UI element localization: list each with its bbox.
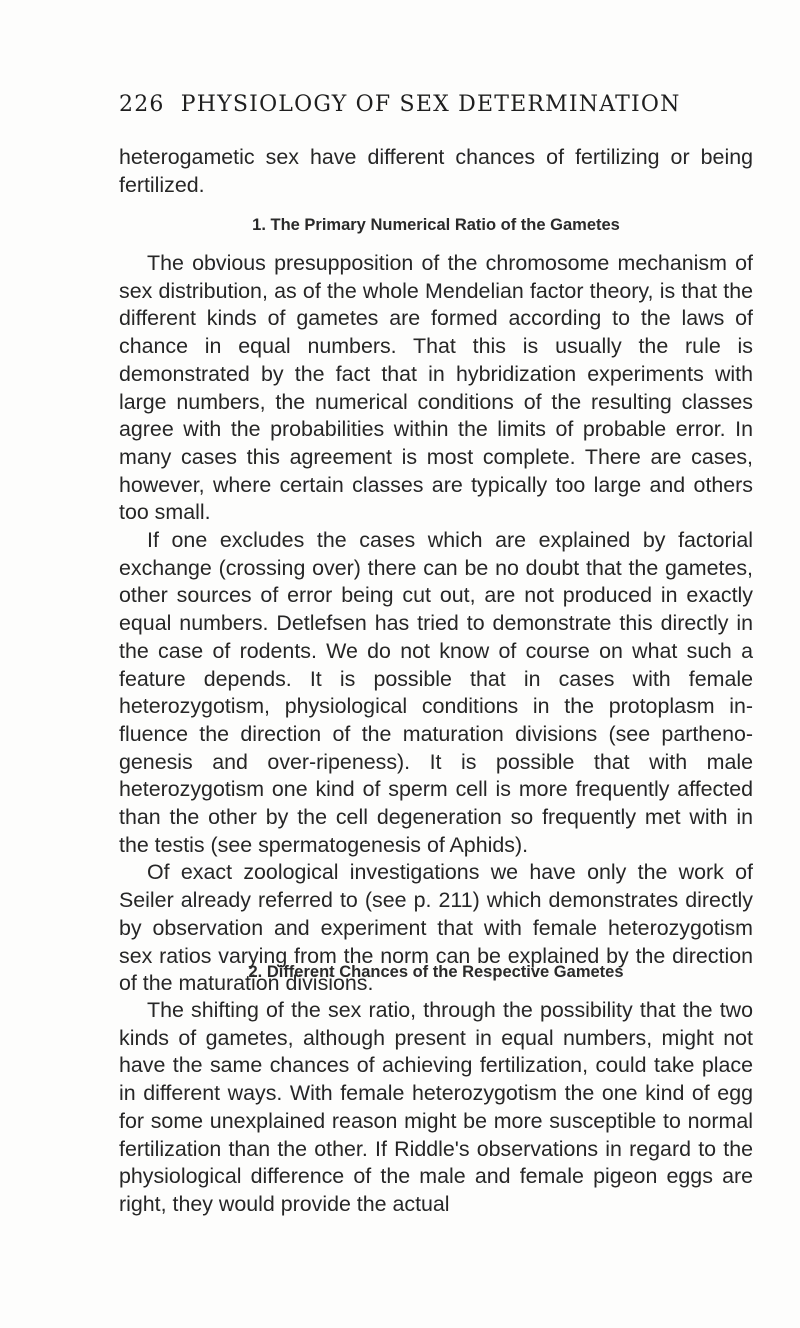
section-1-body <box>119 250 753 998</box>
page-number: 226 <box>119 92 165 117</box>
section-2-paragraph-1: The shifting of the sex ratio, through the possibility that the two kinds of gametes, although present in equal numbers, might not have the same chances of achieving fertilization, could take place in different ways. With female heterozygotism the one kind of egg for some unexplained reason might be more susceptible to normal fertilization than the other. If Riddle's observations in regard to the physiological difference of the male and female pigeon eggs are right, they would provide the actual <box>119 998 753 1216</box>
running-title: PHYSIOLOGY OF SEX DETERMINATION <box>180 92 681 117</box>
section-2-body <box>119 997 753 1219</box>
intro-paragraph: heterogametic sex have different chances of fertilizing or being fertilized. <box>119 145 753 197</box>
section-1-paragraph-1: The obvious presupposition of the chromosome mechanism of sex distribution, as of the whole Mendelian factor theory, is that the different kinds of gametes are formed according to the laws of chance in equal numbers. That this is usually the rule is demonstrated by the fact that in hybridization experiments with large numbers, the numerical conditions of the resulting classes agree with the probabilities within the limits of probable error. In many cases this agreement is most complete. There are cases, however, where certain classes are typically too large and others too small. <box>119 251 753 525</box>
section-1-paragraph-2: If one excludes the cases which are explained by factorial exchange (crossing over) there can be no doubt that the gametes, other sources of error being cut out, are not produced in exactly equal numbers. Detlefsen has tried to demonstrate this directly in the case of rodents. We do not know of course on what such a feature depends. It is possible that in cases with female heterozygotism, physiological conditions in the protoplasm influence the direction of the maturation divisions (see parthenogenesis and over-ripeness). It is possible that with male heterozygotism one kind of sperm cell is more frequently affected than the other by the cell degeneration so frequently met with in the testis (see spermatogenesis of Aphids). <box>119 528 753 857</box>
section-1-heading: 1. The Primary Numerical Ratio of the Gametes <box>252 216 620 234</box>
section-1-paragraph-3: Of exact zoological investigations we have only the work of Seiler already referred to (see p. 211) which demonstrates directly by observation and experiment that with female heterozygotism sex ratios varying from the norm can be explained by the direction of the maturation divisions. <box>119 860 753 996</box>
running-head <box>119 92 739 117</box>
intro-text-block <box>119 144 753 199</box>
section-2-heading: 2. Different Chances of the Respective Gametes <box>248 963 624 981</box>
